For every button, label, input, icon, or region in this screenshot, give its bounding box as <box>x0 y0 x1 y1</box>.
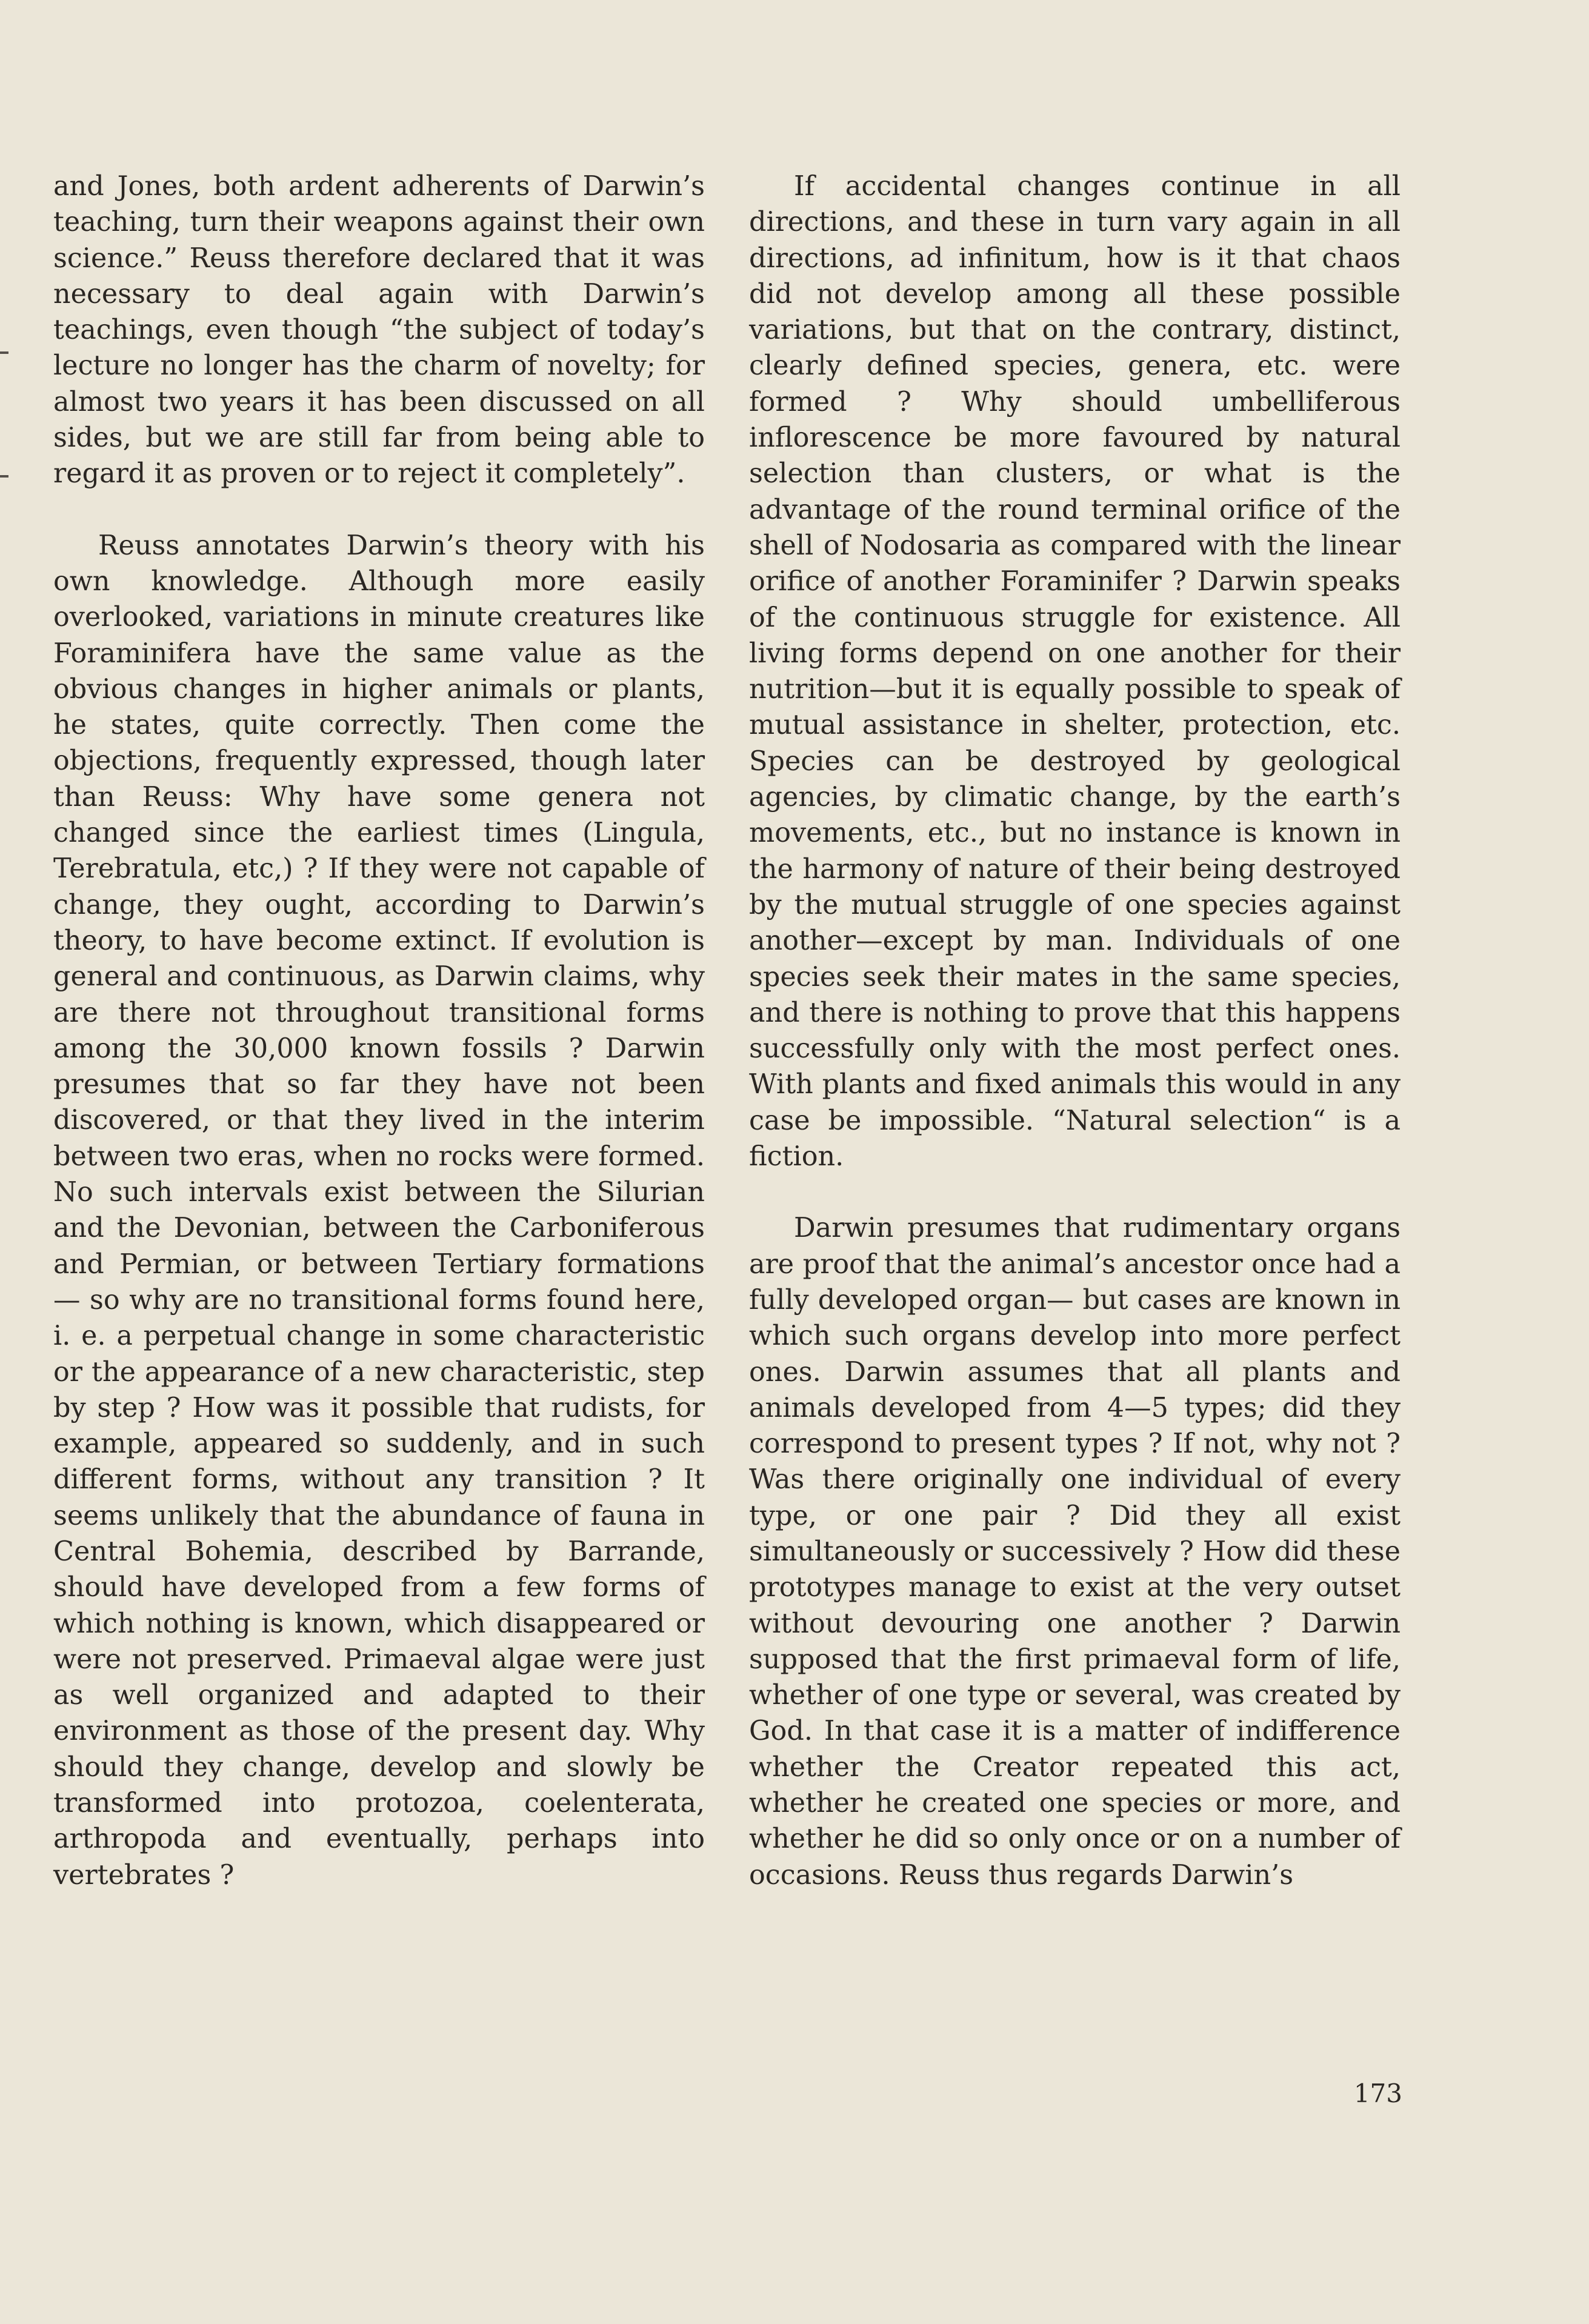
margin-mark <box>0 475 8 478</box>
right-column <box>749 168 1401 1929</box>
paragraph: If accidental changes continue in all directions, and these in turn vary again in all directions, ad infinitum, how is it that chaos did not develop among all these possible variations, but that on the contrary, distinct, clearly defined species, genera, etc. were formed ? Why should umbelliferous inflorescence be more favoured by natural selection than clusters, or what is the advantage of the round terminal orifice of the shell of Nodosaria as compared with the linear orifice of another Foraminifer ? Darwin speaks of the continuous struggle for existence. All living forms depend on one another for their nutrition—but it is equally possible to speak of mutual assistance in shelter, protection, etc. Species can be destroyed by geological agencies, by climatic change, by the earth’s movements, etc., but no instance is known in the harmony of nature of their being destroyed by the mutual struggle of one species against another—except by man. Individuals of one species seek their mates in the same species, and there is nothing to prove that this happens successfully only with the most perfect ones. With plants and fixed animals this would in any case be impossible. “Natural selection“ is a fiction. <box>749 171 1401 1173</box>
left-column <box>53 168 705 1929</box>
page-number: 173 <box>1353 2079 1402 2108</box>
margin-mark <box>0 351 8 354</box>
paragraph: Darwin presumes that rudimentary organs are proof that the animal’s ancestor once had a fully developed organ— but cases are known in which such organs develop into more perfect ones. Darwin assumes that all plants and animals developed from 4—5 types; did they correspond to present types ? If not, why not ? Was there originally one individual of every type, or one pair ? Did they all exist simultaneously or successively ? How did these prototypes manage to exist at the very outset without devouring one another ? Darwin supposed that the first primaeval form of life, whether of one type or several, was created by God. In that case it is a matter of indifference whether the Creator repeated this act, whether he created one species or more, and whether he did so only once or on a number of occasions. Reuss thus regards Darwin’s <box>749 1213 1401 1891</box>
paragraph: and Jones, both ardent adherents of Darwin’s teaching, turn their weapons against their own science.” Reuss therefore declared that it was necessary to deal again with Darwin’s teachings, even though “the subject of today’s lecture no longer has the charm of novelty; for almost two years it has been discussed on all sides, but we are still far from being able to regard it as proven or to reject it completely”. <box>53 171 705 490</box>
paragraph: Reuss annotates Darwin’s theory with his own knowledge. Although more easily overlooked, variations in minute creatures like Foraminifera have the same value as the obvious changes in higher animals or plants, he states, quite correctly. Then come the objections, frequently expressed, though later than Reuss: Why have some genera not changed since the earliest times (Lingula, Terebratula, etc,) ? If they were not capable of change, they ought, according to Darwin’s theory, to have become extinct. If evolution is general and continuous, as Darwin claims, why are there not throughout transitional forms among the 30,000 known fossils ? Darwin presumes that so far they have not been discovered, or that they lived in the interim between two eras, when no rocks were formed. No such intervals exist between the Silurian and the Devonian, between the Carboniferous and Permian, or between Tertiary formations — so why are no transitional forms found here, i. e. a perpetual change in some characteristic or the appearance of a new characteristic, step by step ? How was it possible that rudists, for example, appeared so suddenly, and in such different forms, without any transition ? It seems unlikely that the abundance of fauna in Central Bohemia, described by Barrande, should have developed from a few forms of which nothing is known, which disappeared or were not preserved. Primaeval algae were just as well organized and adapted to their environment as those of the present day. Why should they change, develop and slowly be transformed into protozoa, coelenterata, arthropoda and eventually, perhaps into vertebrates ? <box>53 530 705 1891</box>
